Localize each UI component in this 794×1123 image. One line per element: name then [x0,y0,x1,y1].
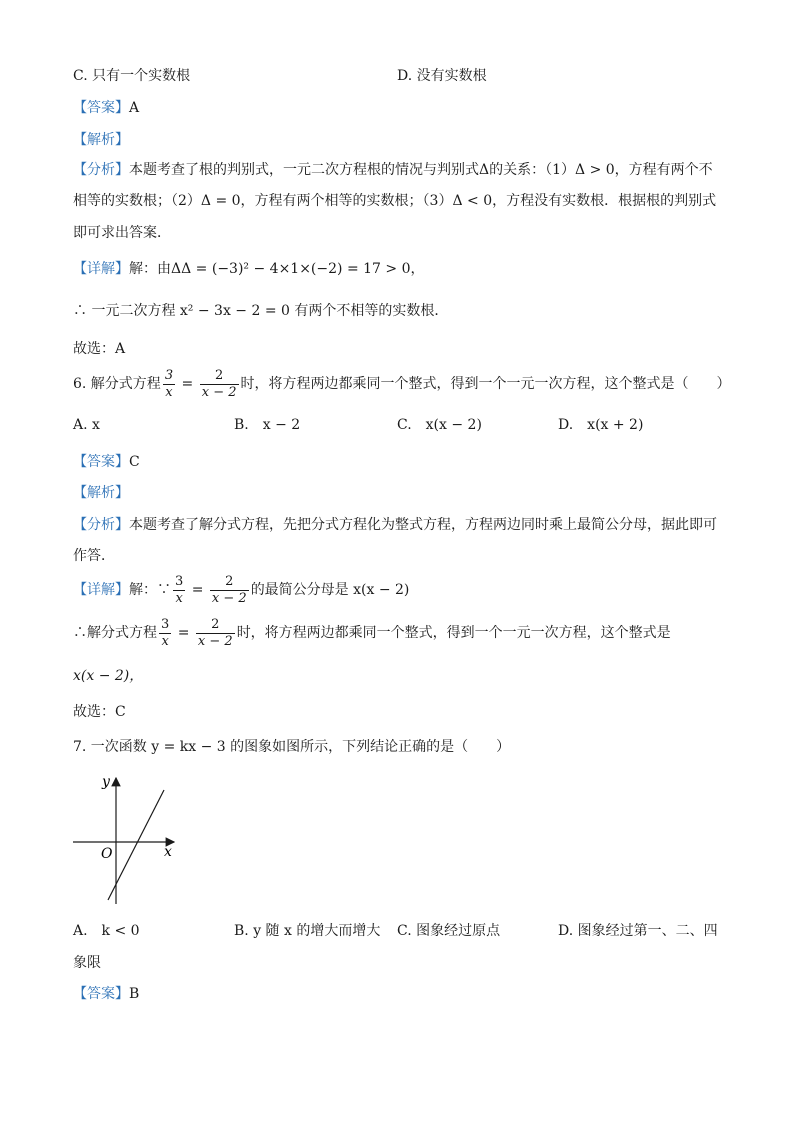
answer-value: A [129,100,140,116]
q5-detail-line-1 [73,259,424,279]
q5-option-c: C. 只有一个实数根 [73,68,191,84]
q6-detail-line-3: x(x − 2)， [73,668,144,684]
q6-detail-line-2: ∴解分式方程 $\frac{3}{x}$ = $\frac{2}{x - 2}$ 时，将方程两边都乘同一个整式，得到一个一元一次方程，这个整式是 [73,616,671,649]
q6-stem-prefix: 6. 解分式方程 [73,376,161,392]
q6-option-b: B. x − 2 [234,417,301,433]
answer-tag: 【答案】 [73,986,129,1002]
q7-stem: 7. 一次函数 y = kx − 3 的图象如图所示，下列结论正确的是（ ） [73,739,511,755]
q6-frac-right: $\frac{2}{x - 2}$ [201,367,237,400]
q6-option-c: C. x(x − 2) [397,417,482,433]
q6-stem: 6. 解分式方程 $\frac{3}{x}$ = $\frac{2}{x - 2}$ 时，将方程两边都乘同一个整式，得到一个一元一次方程，这个整式是（ ） [73,367,731,400]
q6-detail-line-1: 【详解】解：∵ $\frac{3}{x}$ = $\frac{2}{x - 2}$ 的最简公分母是 x(x − 2) [73,573,410,606]
q7-option-c: C. 图象经过原点 [397,923,501,939]
q5-fenxi-line-2: 相等的实数根；（2）Δ = 0，方程有两个相等的实数根；（3）Δ < 0，方程没有实数根．根据根的判别式 [73,193,717,209]
q5-fenxi-line-3: 即可求出答案． [73,225,171,241]
detail-tag: 【详解】 [73,261,129,277]
q5-analysis-tag: 【解析】 [73,132,129,148]
answer-tag: 【答案】 [73,100,129,116]
q6-choose: 故选：C [73,704,126,720]
q7-option-a: A. k < 0 [73,923,140,939]
q6-option-d: D. x(x + 2) [558,417,644,433]
q5-choose: 故选：A [73,341,126,357]
q6-option-a: A. x [73,417,100,433]
q7-option-d: D. 图象经过第一、二、四 [558,923,718,939]
detail-tag: 【详解】 [73,582,129,598]
q5-option-d: D. 没有实数根 [397,68,487,84]
q6-answer [73,452,140,472]
x-axis-label: x [164,844,172,860]
origin-label: O [101,846,113,862]
detail-text: 解：由ΔΔ = (−3)² − 4×1×(−2) = 17 > 0， [129,261,425,277]
q7-option-b: B. y 随 x 的增大而增大 [234,923,381,939]
q6-fenxi-line-1 [73,515,717,535]
q5-fenxi-line-1 [73,160,713,180]
q7-answer [73,984,139,1004]
q7-option-d-cont: 象限 [73,955,101,971]
answer-tag: 【答案】 [73,454,129,470]
q5-detail-line-2: ∴ 一元二次方程 x² − 3x − 2 = 0 有两个不相等的实数根． [73,303,449,319]
fenxi-text: 本题考查了解分式方程，先把分式方程化为整式方程，方程两边同时乘上最简公分母，据此即可 [129,517,717,533]
q6-stem-suffix: 时，将方程两边都乘同一个整式，得到一个一元一次方程，这个整式是（ ） [240,376,731,392]
q5-answer [73,98,139,118]
fenxi-text: 本题考查了根的判别式，一元二次方程根的情况与判别式Δ的关系：（1）Δ > 0，方程有两个不 [129,162,713,178]
answer-value: B [129,986,140,1002]
answer-value: C [129,454,140,470]
fenxi-tag: 【分析】 [73,162,129,178]
q6-frac-left: $\frac{3}{x}$ [164,367,174,400]
q7-linear-function-graph [68,772,188,912]
q6-analysis-tag: 【解析】 [73,485,129,501]
y-axis-label: y [102,774,110,790]
q6-fenxi-line-2: 作答． [73,548,115,564]
fenxi-tag: 【分析】 [73,517,129,533]
